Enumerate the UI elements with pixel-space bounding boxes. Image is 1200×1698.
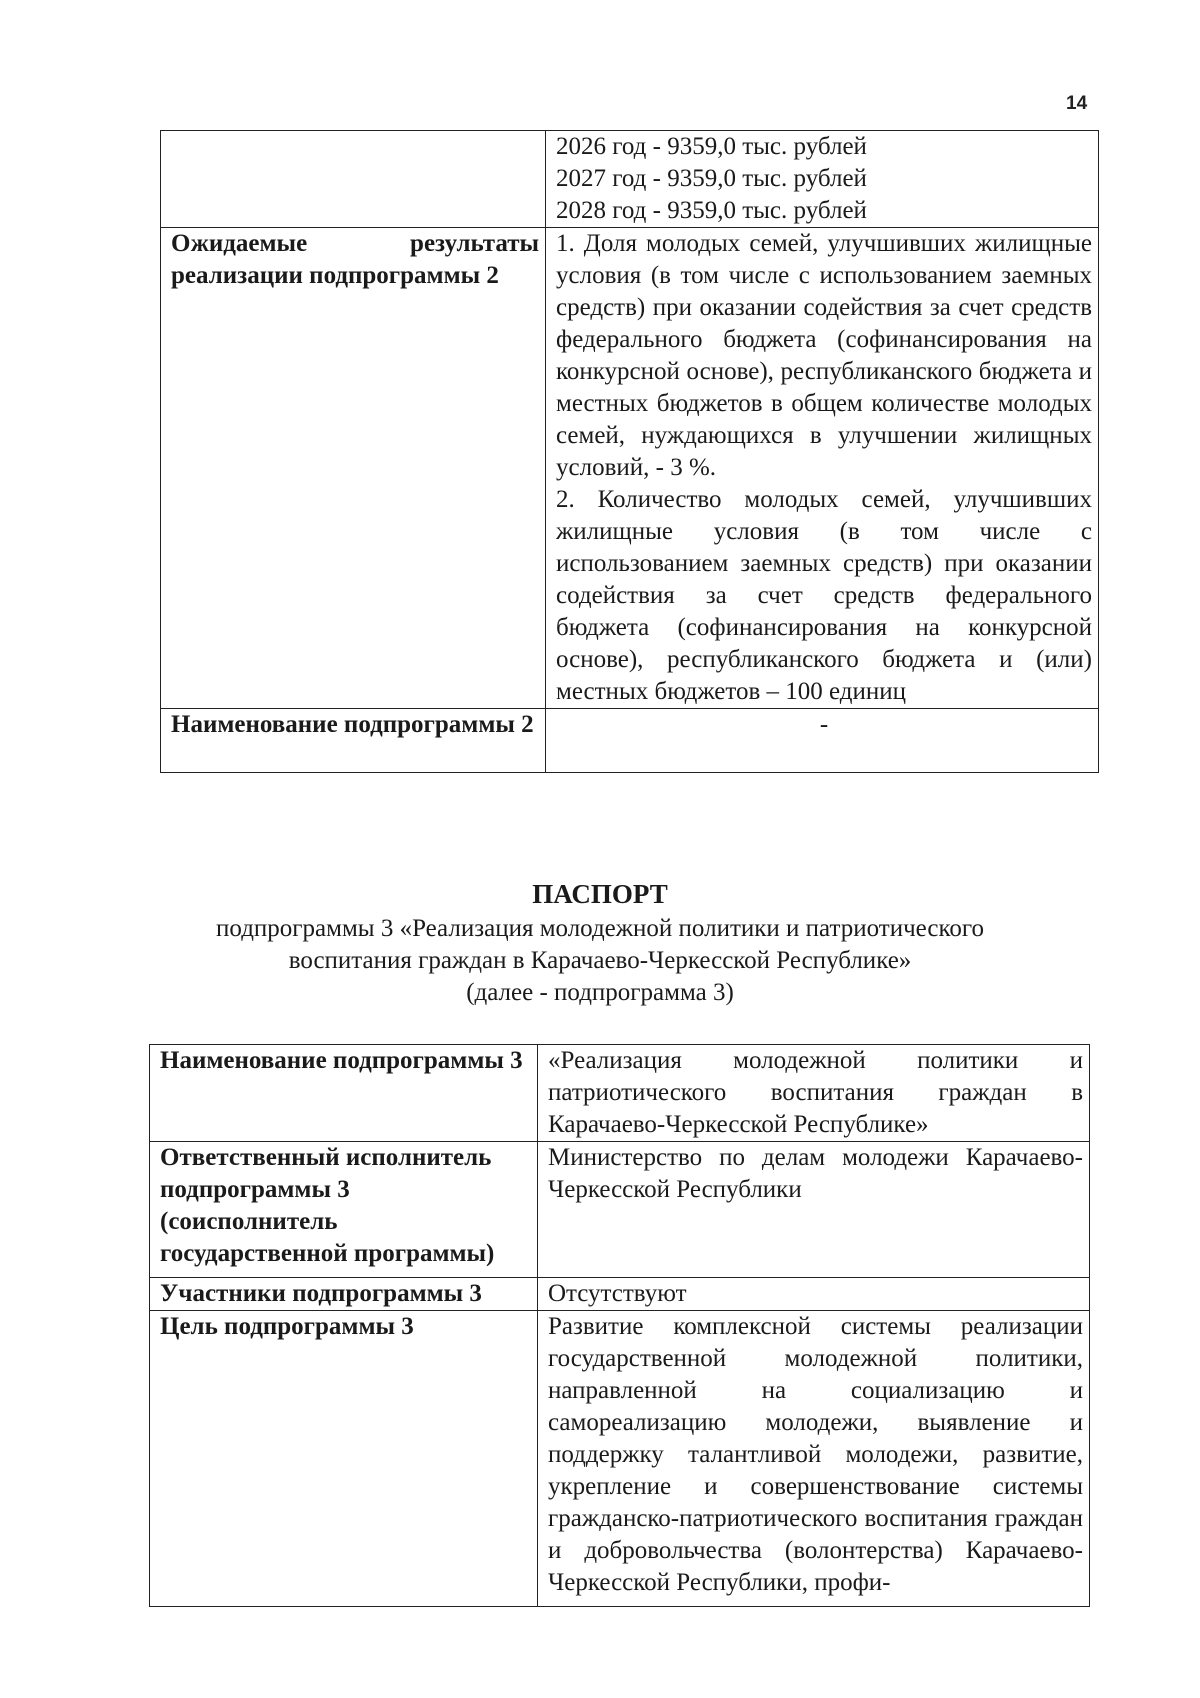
table-row-goal [150, 1311, 1090, 1607]
passport-subtitle-line-1: подпрограммы 3 «Реализация молодежной политики и патриотического [216, 915, 984, 942]
table-row-name [150, 1045, 1090, 1142]
table-row-subprogram-name [161, 709, 1099, 773]
expected-results-label: Ожидаемые результаты реализации подпрограммы 2 [161, 228, 546, 709]
funding-line-2027: 2027 год - 9359,0 тыс. рублей [556, 165, 867, 192]
funding-line-2028: 2028 год - 9359,0 тыс. рублей [556, 197, 867, 224]
executor-value: Министерство по делам молодежи Карачаево-Черкесской Республики [538, 1142, 1090, 1278]
participants-value: Отсутствуют [538, 1278, 1090, 1311]
expected-results-value [546, 228, 1099, 709]
goal-label: Цель подпрограммы 3 [150, 1311, 538, 1607]
page-number: 14 [1066, 93, 1088, 114]
subprogram-2-name-value: - [546, 709, 1099, 773]
passport-subtitle [0, 913, 1200, 1009]
funding-label-cell [161, 131, 546, 228]
funding-line-2026: 2026 год - 9359,0 тыс. рублей [556, 133, 867, 160]
subprogram-2-passport-table-continued [160, 130, 1099, 773]
passport-title: ПАСПОРТ [532, 879, 668, 909]
funding-value-cell [546, 131, 1099, 228]
table-row-expected-results [161, 228, 1099, 709]
expected-result-item-1: 1. Доля молодых семей, улучшивших жилищные условия (в том числе с использованием заемных средств) при оказании содействия за счет средств федерального бюджета (софинансирования на конкурсной основе), республиканского бюджета и местных бюджетов в общем количестве молодых семей, нуждающихся в улучшении жилищных условий, - 3 %. [556, 230, 1092, 481]
executor-label: Ответственный исполнитель подпрограммы 3 (соисполнитель государственной программы) [150, 1142, 538, 1278]
subprogram-2-name-label: Наименование подпрограммы 2 [161, 709, 546, 773]
subprogram-3-name-label: Наименование подпрограммы 3 [150, 1045, 538, 1142]
passport-subtitle-line-2: воспитания граждан в Карачаево-Черкесской Республике» [288, 947, 912, 974]
participants-label: Участники подпрограммы 3 [150, 1278, 538, 1311]
subprogram-3-passport-table [149, 1044, 1090, 1607]
table-row-participants [150, 1278, 1090, 1311]
table-row-executor [150, 1142, 1090, 1278]
goal-value: Развитие комплексной системы реализации государственной молодежной политики, направленной на социализацию и самореализацию молодежи, выявление и поддержку талантливой молодежи, развитие, укрепление и совершенствование системы гражданско-патриотического воспитания граждан и добровольчества (волонтерства) Карачаево-Черкесской Республики, профи- [538, 1311, 1090, 1607]
expected-result-item-2: 2. Количество молодых семей, улучшивших жилищные условия (в том числе с использованием заемных средств) при оказании содействия за счет средств федерального бюджета (софинансирования на конкурсной основе), республиканского бюджета и (или) местных бюджетов – 100 единиц [556, 486, 1092, 705]
table-row-funding [161, 131, 1099, 228]
passport-subtitle-line-3: (далее - подпрограмма 3) [466, 979, 734, 1006]
subprogram-3-name-value: «Реализация молодежной политики и патриотического воспитания граждан в Карачаево-Черкесской Республике» [538, 1045, 1090, 1142]
